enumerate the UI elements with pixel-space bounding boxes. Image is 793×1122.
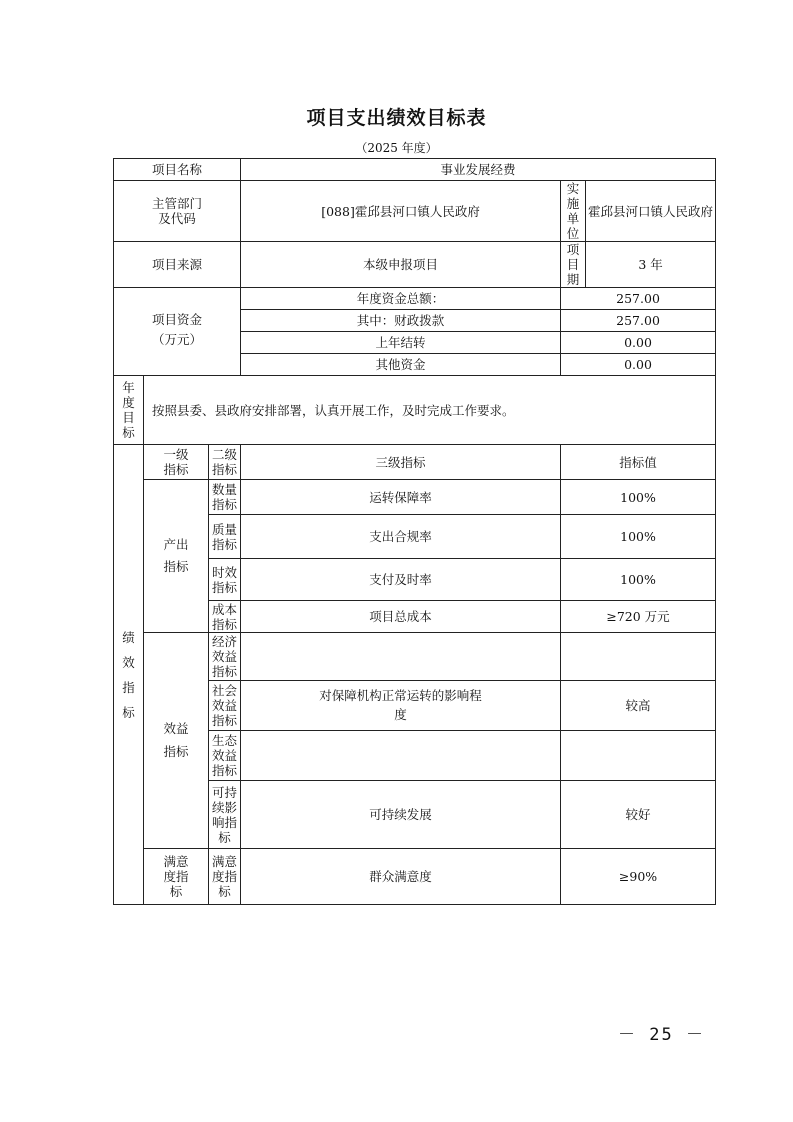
header-value: 指标值	[561, 445, 716, 480]
source-label: 项目来源	[114, 242, 241, 288]
ecological-benefit-value	[561, 731, 716, 781]
benefit-indicator-label: 效益 指标	[144, 633, 209, 849]
impl-label: 实施单位	[561, 181, 586, 242]
quality-indicator-label: 质量 指标	[209, 515, 241, 559]
dept-label: 主管部门 及代码	[114, 181, 241, 242]
quantity-indicator-name: 运转保障率	[241, 480, 561, 515]
sustainable-impact-name: 可持续发展	[241, 781, 561, 849]
fiscal-year: （2025 年度）	[355, 141, 438, 155]
header-level1: 一级 指标	[144, 445, 209, 480]
output-indicator-label: 产出 指标	[144, 480, 209, 633]
dept-value: [088]霍邱县河口镇人民政府	[241, 181, 561, 242]
satisfaction-indicator-name: 群众满意度	[241, 849, 561, 905]
social-benefit-value: 较高	[561, 681, 716, 731]
annual-goal-text: 按照县委、县政府安排部署，认真开展工作，及时完成工作要求。	[144, 376, 716, 445]
cost-indicator-name: 项目总成本	[241, 601, 561, 633]
header-level2: 二级 指标	[209, 445, 241, 480]
impl-value: 霍邱县河口镇人民政府	[586, 181, 716, 242]
ecological-benefit-label: 生态 效益 指标	[209, 731, 241, 781]
social-benefit-label: 社会 效益 指标	[209, 681, 241, 731]
funds-carryover-value: 0.00	[561, 332, 716, 354]
funds-total-label: 年度资金总额：	[241, 288, 561, 310]
source-value: 本级申报项目	[241, 242, 561, 288]
period-value: 3 年	[586, 242, 716, 288]
funds-fiscal-label: 其中：财政拨款	[241, 310, 561, 332]
project-name: 事业发展经费	[241, 159, 716, 181]
header-level3: 三级指标	[241, 445, 561, 480]
performance-target-table	[113, 158, 716, 905]
quality-indicator-name: 支出合规率	[241, 515, 561, 559]
economic-benefit-label: 经济 效益 指标	[209, 633, 241, 681]
satisfaction-indicator-value: ≥90%	[561, 849, 716, 905]
funds-label: 项目资金 （万元）	[114, 288, 241, 376]
sustainable-impact-value: 较好	[561, 781, 716, 849]
page-title: 项目支出绩效目标表	[306, 107, 487, 129]
sustainable-impact-label: 可持 续影 响指 标	[209, 781, 241, 849]
annual-goal-label: 年 度 目 标	[114, 376, 144, 445]
timeliness-indicator-value: 100%	[561, 559, 716, 601]
timeliness-indicator-label: 时效 指标	[209, 559, 241, 601]
cost-indicator-label: 成本 指标	[209, 601, 241, 633]
satisfaction-level2-label: 满意 度指 标	[209, 849, 241, 905]
project-name-label: 项目名称	[114, 159, 241, 181]
economic-benefit-value	[561, 633, 716, 681]
period-label: 项目期	[561, 242, 586, 288]
quantity-indicator-value: 100%	[561, 480, 716, 515]
funds-total-value: 257.00	[561, 288, 716, 310]
satisfaction-indicator-label: 满意 度指 标	[144, 849, 209, 905]
timeliness-indicator-name: 支付及时率	[241, 559, 561, 601]
quality-indicator-value: 100%	[561, 515, 716, 559]
ecological-benefit-name	[241, 731, 561, 781]
funds-other-value: 0.00	[561, 354, 716, 376]
page-number: － 25 －	[618, 1025, 705, 1045]
cost-indicator-value: ≥720 万元	[561, 601, 716, 633]
performance-label: 绩 效 指 标	[114, 445, 144, 905]
funds-carryover-label: 上年结转	[241, 332, 561, 354]
funds-fiscal-value: 257.00	[561, 310, 716, 332]
funds-other-label: 其他资金	[241, 354, 561, 376]
economic-benefit-name	[241, 633, 561, 681]
quantity-indicator-label: 数量 指标	[209, 480, 241, 515]
social-benefit-name: 对保障机构正常运转的影响程 度	[241, 681, 561, 731]
